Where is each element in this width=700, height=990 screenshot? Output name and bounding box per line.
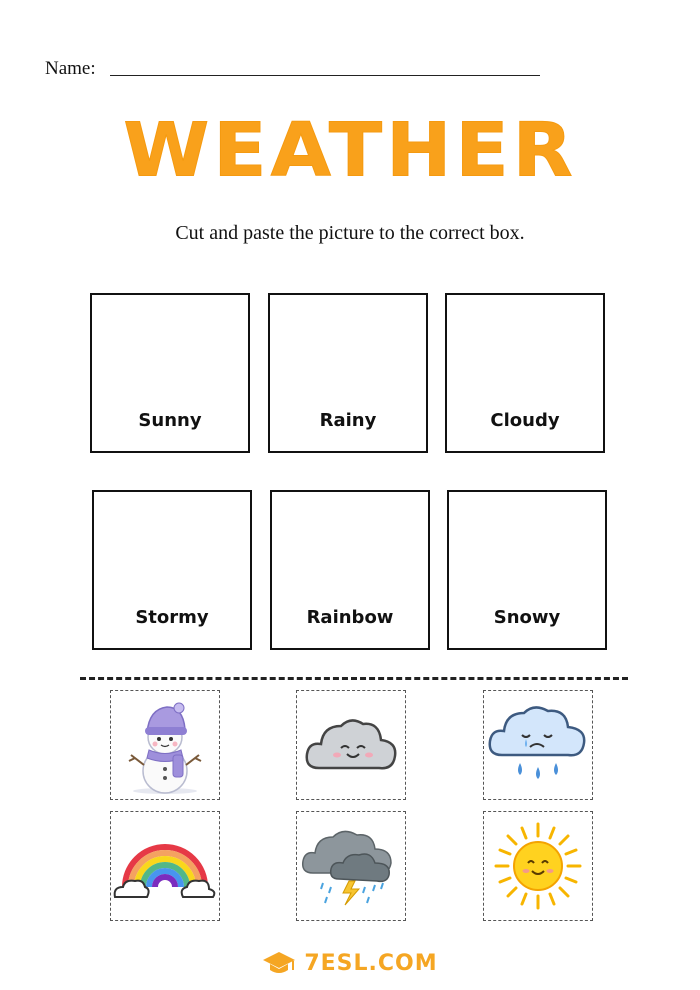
name-line [110, 75, 540, 76]
cloud-icon [301, 710, 401, 780]
graduation-cap-icon [262, 950, 296, 976]
box-label: Sunny [138, 410, 202, 431]
picture-card-storm-cloud[interactable] [296, 811, 406, 921]
answer-box-rainy[interactable] [268, 293, 428, 453]
box-label: Cloudy [490, 410, 560, 431]
rainbow-icon [113, 831, 217, 901]
instruction-text: Cut and paste the picture to the correct box. [175, 222, 525, 244]
logo-text: 7ESL.COM [304, 950, 438, 976]
snowman-icon [117, 695, 213, 795]
answer-box-sunny[interactable] [90, 293, 250, 453]
picture-card-snowman[interactable] [110, 690, 220, 800]
box-label: Rainbow [306, 607, 394, 628]
answer-box-rainbow[interactable] [270, 490, 430, 650]
footer-logo [0, 950, 700, 976]
picture-card-sun[interactable] [483, 811, 593, 921]
picture-card-rainbow[interactable] [110, 811, 220, 921]
picture-card-cloud[interactable] [296, 690, 406, 800]
answer-box-stormy[interactable] [92, 490, 252, 650]
cut-line [80, 677, 628, 680]
box-label: Snowy [493, 607, 561, 628]
name-row [45, 58, 540, 80]
picture-card-rain-cloud[interactable] [483, 690, 593, 800]
answer-box-cloudy[interactable] [445, 293, 605, 453]
storm-cloud-icon [299, 823, 403, 909]
name-label: Name: [45, 58, 96, 79]
rain-cloud-icon [486, 699, 590, 791]
box-label: Stormy [135, 607, 209, 628]
worksheet-title: WEATHER [123, 108, 577, 194]
sun-icon [488, 816, 588, 916]
answer-box-snowy[interactable] [447, 490, 607, 650]
box-label: Rainy [319, 410, 377, 431]
